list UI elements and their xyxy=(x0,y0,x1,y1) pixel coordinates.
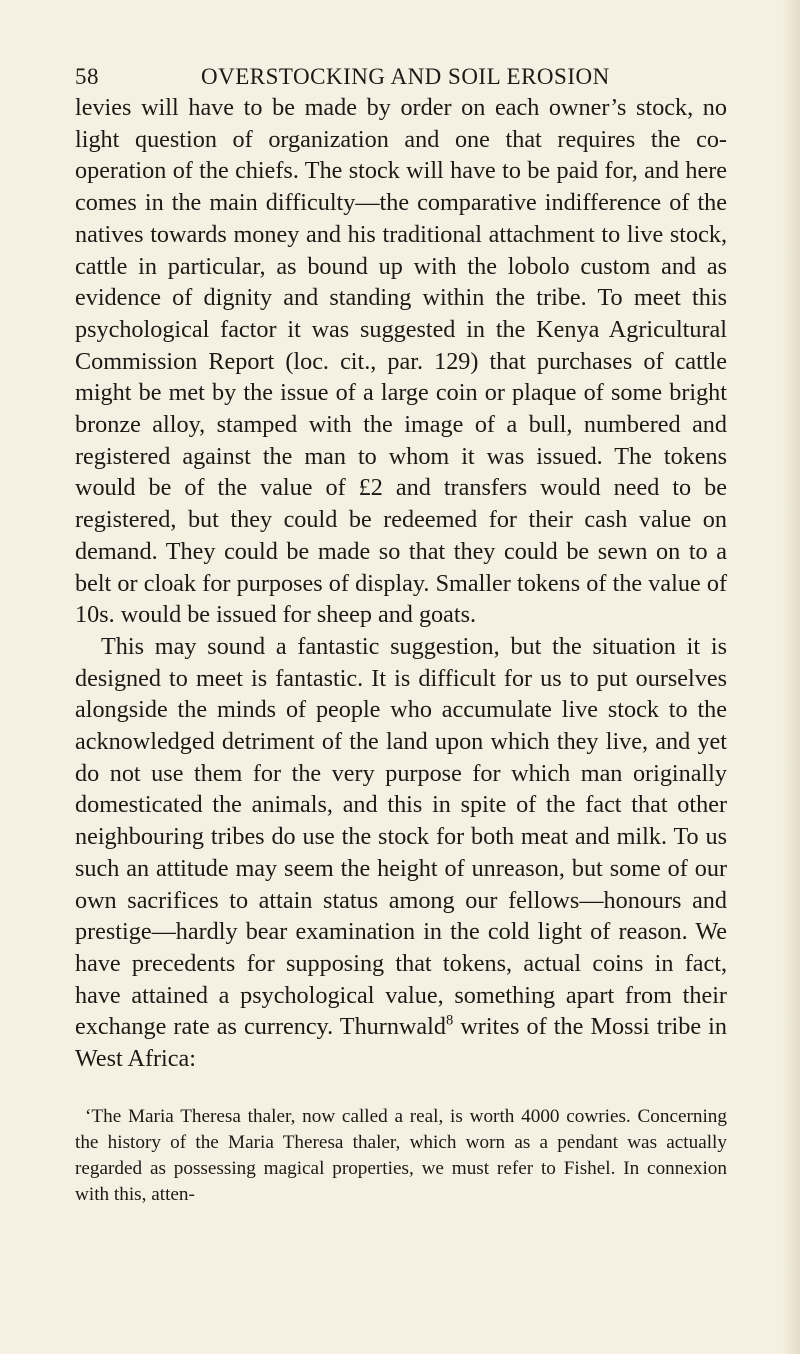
paragraph-text: This may sound a fantastic suggestion, but the situation it is designed to meet is fantastic. It is difficult for us to put ourselves alongside the minds of people who accumulate live stock to the acknowledged detriment of the land upon which they live, and yet do not use them for the very purpose for which man originally domesticated the animals, and this in spite of the fact that other neighbouring tribes do use the stock for both meat and milk. To us such an attitude may seem the height of unreason, but some of our own sacrifices to attain status among our fellows—honours and prestige—hardly bear examination in the cold light of reason. We have precedents for supposing that tokens, actual coins in fact, have attained a psychological value, something apart from their exchange rate as currency. Thurnwald xyxy=(75,632,727,1041)
quote-text: ‘The Maria Theresa thaler, now called a real, is worth 4000 cowries. Concerning the history of the Maria Theresa thaler, which worn as a pendant was actually regarded as possessing magical properties, we must refer to Fishel. In connexion with this, atten- xyxy=(75,1106,727,1205)
body-text xyxy=(75,92,727,1075)
block-quote xyxy=(75,1104,727,1208)
footnote-reference: 8 xyxy=(445,1012,454,1029)
paragraph: levies will have to be made by order on each owner’s stock, no light question of organization and one that requires the co-operation of the chiefs. The stock will have to be paid for, and here comes in the main difficulty—the comparative indifference of the natives towards money and his traditional attachment to live stock, cattle in particular, as bound up with the lobolo custom and as evidence of dignity and standing within the tribe. To meet this psychological factor it was suggested in the Kenya Agricultural Commission Report (loc. cit., par. 129) that purchases of cattle might be met by the issue of a large coin or plaque of some bright bronze alloy, stamped with the image of a bull, numbered and registered against the man to whom it was issued. The tokens would be of the value of £2 and transfers would need to be registered, but they could be redeemed for their cash value on demand. They could be made so that they could be sewn on to a belt or cloak for purposes of display. Smaller tokens of the value of 10s. would be issued for sheep and goats. xyxy=(75,94,727,629)
page-edge-shadow xyxy=(782,0,800,1354)
page-header xyxy=(75,62,727,92)
running-title: OVERSTOCKING AND SOIL EROSION xyxy=(201,64,610,89)
paragraph xyxy=(75,631,727,1075)
page-number: 58 xyxy=(75,64,99,89)
paragraph-text: writes of the Mossi tribe in West Africa: xyxy=(75,1013,727,1073)
